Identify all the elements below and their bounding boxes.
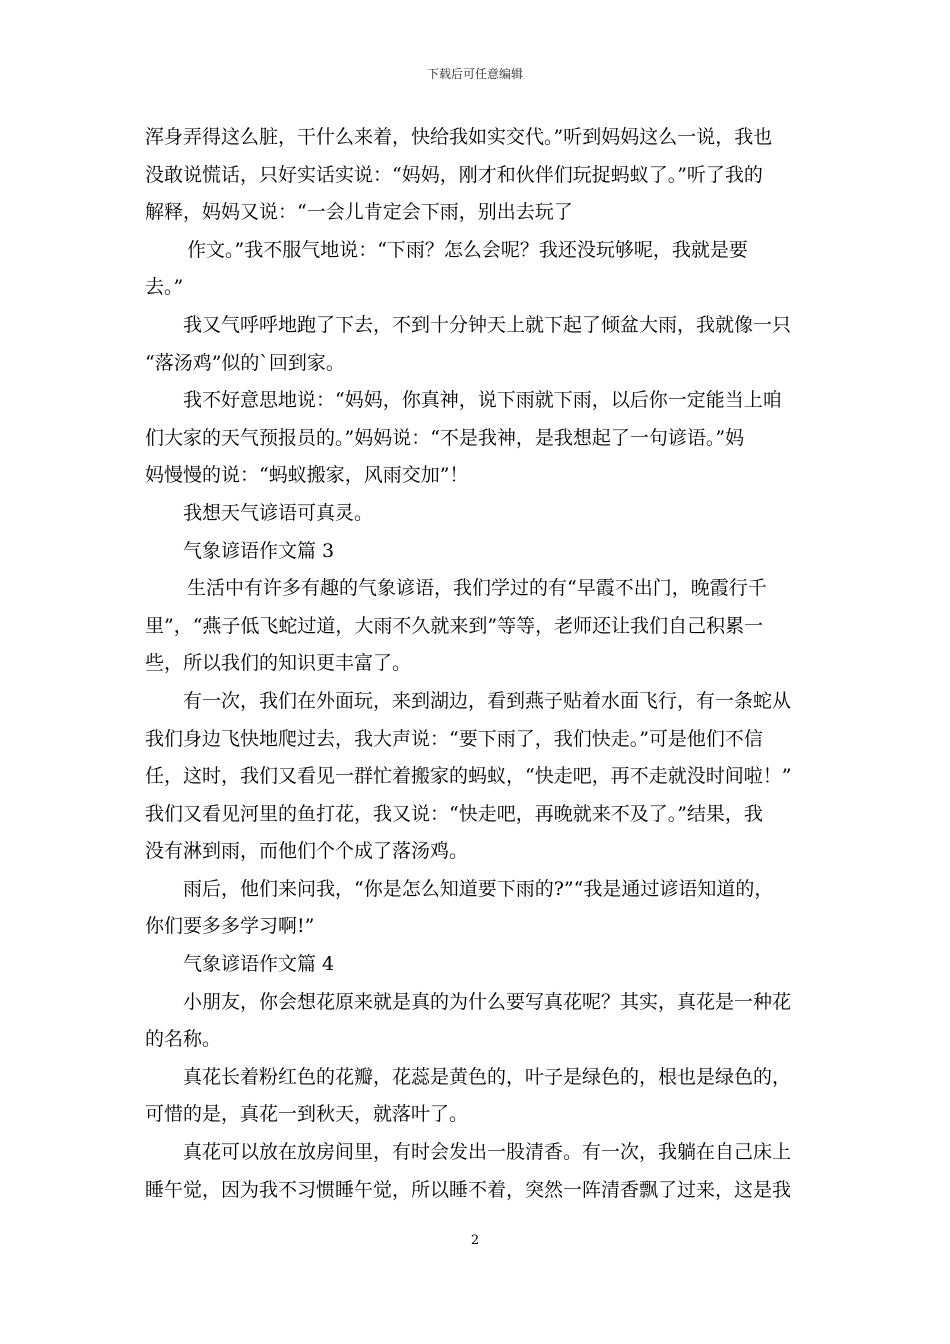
- text-line: 的名称。: [145, 1028, 222, 1051]
- text-line: 我们身边飞快地爬过去，我大声说：“要下雨了，我们快走。”可是他们不信: [145, 727, 763, 750]
- text-line: 些，所以我们的知识更丰富了。: [145, 652, 412, 675]
- text-line: 任，这时，我们又看见一群忙着搬家的蚂蚁，“快走吧，再不走就没时间啦！”: [145, 765, 792, 788]
- text-line: 生活中有许多有趣的气象谚语，我们学过的有“早霞不出门，晚霞行千: [187, 577, 767, 600]
- text-line: 我又气呼呼地跑了下去，不到十分钟天上就下起了倾盆大雨，我就像一只: [183, 313, 792, 336]
- text-line: 没有淋到雨，而他们个个成了落汤鸡。: [145, 840, 469, 863]
- text-line: 你们要多多学习啊!”: [145, 915, 315, 938]
- text-line: 我不好意思地说：“妈妈，你真神，说下雨就下雨，以后你一定能当上咱: [183, 389, 782, 412]
- text-line: 气象谚语作文篇 4: [183, 953, 335, 976]
- text-line: 有一次，我们在外面玩，来到湖边，看到燕子贴着水面飞行，有一条蛇从: [183, 689, 792, 712]
- text-line: 睡午觉，因为我不习惯睡午觉，所以睡不着，突然一阵清香飘了过来，这是我: [145, 1178, 792, 1201]
- text-line: 真花长着粉红色的花瓣，花蕊是黄色的，叶子是绿色的，根也是绿色的，: [183, 1065, 792, 1088]
- text-line: 我想天气谚语可真灵。: [183, 501, 374, 524]
- text-line: 们大家的天气预报员的。”妈妈说：“不是我神，是我想起了一句谚语。”妈: [145, 426, 745, 449]
- page-header: 下载后可任意编辑: [426, 67, 523, 81]
- text-line: 小朋友，你会想花原来就是真的为什么要写真花呢？其实，真花是一种花: [183, 990, 792, 1013]
- text-line: 浑身弄得这么脏，干什么来着，快给我如实交代。”听到妈妈这么一说，我也: [145, 126, 773, 148]
- text-line: 可惜的是，真花一到秋天，就落叶了。: [145, 1103, 469, 1126]
- text-line: 去。”: [145, 276, 184, 299]
- text-line: 解释，妈妈又说：“一会儿肯定会下雨，别出去玩了: [145, 201, 573, 224]
- text-line: 真花可以放在放房间里，有时会发出一股清香。有一次，我躺在自己床上: [183, 1141, 792, 1164]
- text-line: 我们又看见河里的鱼打花，我又说：“快走吧，再晚就来不及了。”结果，我: [145, 802, 763, 825]
- text-line: 里”，“燕子低飞蛇过道，大雨不久就来到”等等，老师还让我们自己积累一: [145, 614, 764, 637]
- text-line: 雨后，他们来问我，“你是怎么知道要下雨的?”“我是通过谚语知道的，: [183, 877, 774, 900]
- text-line: 作文。”我不服气地说：“下雨？怎么会呢？我还没玩够呢，我就是要: [187, 238, 748, 261]
- text-line: 气象谚语作文篇 3: [183, 539, 335, 562]
- text-line: 没敢说慌话，只好实话实说：“妈妈，刚才和伙伴们玩捉蚂蚁了。”听了我的: [145, 163, 763, 186]
- text-line: 妈慢慢的说：“蚂蚁搬家，风雨交加”！: [145, 464, 469, 487]
- page-number: 2: [470, 1233, 480, 1248]
- text-line: “落汤鸡”似的`回到家。: [145, 351, 345, 374]
- document-body: [145, 119, 807, 1209]
